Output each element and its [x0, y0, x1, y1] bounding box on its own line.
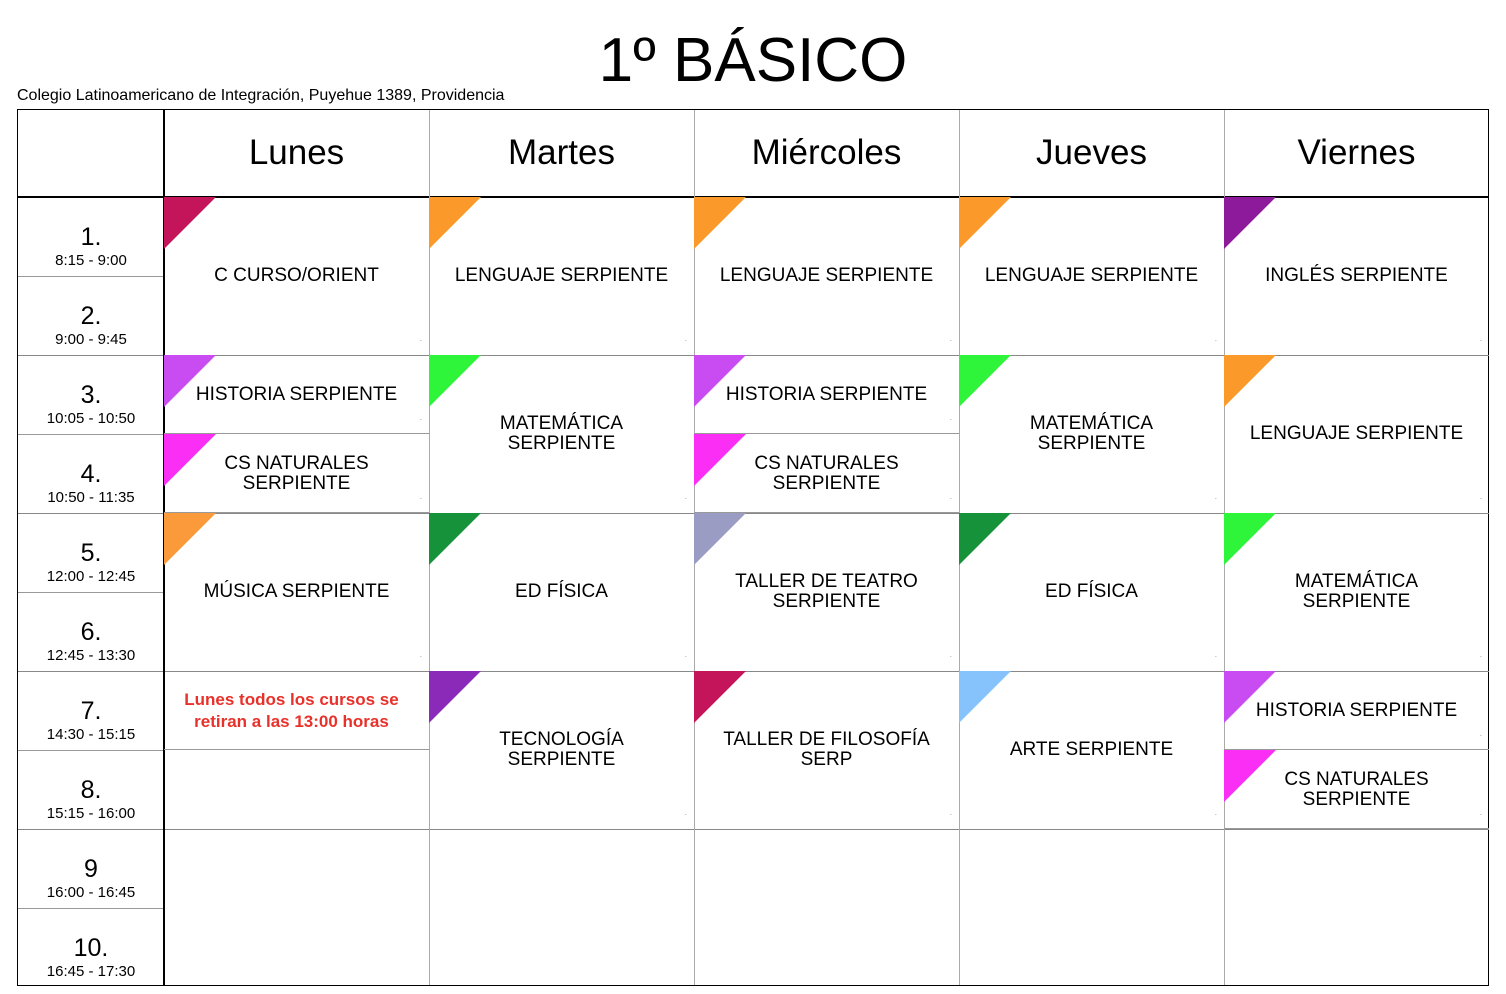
lesson-cell[interactable]: [429, 513, 694, 671]
cell-corner-mark: .: [949, 492, 952, 501]
lesson-label: MATEMÁTICA SERPIENTE: [499, 413, 624, 454]
subject-color-marker: [429, 197, 481, 249]
subject-color-marker: [1224, 197, 1276, 249]
period-number: 10.: [73, 934, 109, 962]
cell-corner-mark: .: [949, 413, 952, 422]
day-header-3: Miércoles: [751, 133, 902, 172]
lesson-cell[interactable]: [1224, 355, 1489, 513]
lesson-label: ED FÍSICA: [515, 581, 608, 602]
lesson-cell[interactable]: [694, 513, 959, 671]
lesson-label: CS NATURALES SERPIENTE: [754, 452, 899, 494]
day-header-1: Lunes: [248, 133, 345, 172]
period-time: 10:05 - 10:50: [46, 410, 136, 427]
cell-corner-mark: .: [949, 650, 952, 659]
cell-corner-mark: .: [1479, 334, 1482, 343]
lesson-label: LENGUAJE SERPIENTE: [719, 265, 934, 286]
period-label: [18, 197, 164, 276]
school-address: Colegio Latinoamericano de Integración, Puyehue 1389, Providencia: [17, 87, 505, 104]
period-time: 14:30 - 15:15: [46, 726, 136, 743]
subject-color-marker: [694, 355, 746, 407]
cell-corner-mark: .: [684, 650, 687, 659]
lesson-label: HISTORIA SERPIENTE: [1255, 699, 1458, 721]
subject-color-marker: [164, 197, 216, 249]
lesson-cell[interactable]: [164, 355, 429, 434]
period-divider: [18, 829, 1489, 830]
lesson-label: HISTORIA SERPIENTE: [725, 383, 928, 405]
period-number: 9: [84, 855, 98, 883]
subject-color-marker: [164, 434, 216, 486]
subject-color-marker: [1224, 513, 1276, 565]
cell-corner-mark: .: [419, 334, 422, 343]
cell-corner-mark: .: [1479, 492, 1482, 501]
subject-color-marker: [959, 197, 1011, 249]
period-label: [18, 592, 164, 671]
period-time: 12:45 - 13:30: [46, 647, 136, 664]
day-header-2: Martes: [508, 133, 615, 172]
cell-corner-mark: .: [1479, 729, 1482, 738]
lesson-label: CS NATURALES SERPIENTE: [224, 452, 369, 494]
subject-color-marker: [694, 671, 746, 723]
lesson-label: TALLER DE TEATRO SERPIENTE: [735, 571, 918, 612]
period-time: 15:15 - 16:00: [46, 805, 136, 822]
period-number: 2.: [80, 302, 102, 330]
page-title: 1º BÁSICO: [598, 26, 908, 95]
lesson-cell[interactable]: [1224, 671, 1489, 750]
subject-color-marker: [429, 671, 481, 723]
period-divider: [18, 592, 164, 593]
lesson-label: ED FÍSICA: [1045, 581, 1138, 602]
period-time: 16:00 - 16:45: [46, 884, 136, 901]
cell-corner-mark: .: [1479, 808, 1482, 817]
period-divider: [18, 750, 164, 751]
period-label: [18, 355, 164, 434]
cell-corner-mark: .: [949, 808, 952, 817]
period-number: 8.: [80, 776, 102, 804]
subject-color-marker: [694, 513, 746, 565]
period-number: 1.: [80, 223, 102, 251]
period-label: [18, 513, 164, 592]
period-label: [18, 908, 164, 987]
lesson-label: MÚSICA SERPIENTE: [203, 581, 390, 602]
lesson-label: LENGUAJE SERPIENTE: [984, 265, 1199, 286]
cell-corner-mark: .: [684, 492, 687, 501]
lesson-cell[interactable]: [694, 197, 959, 355]
subject-color-marker: [429, 513, 481, 565]
lesson-label: TECNOLOGÍA SERPIENTE: [499, 729, 624, 770]
period-divider: [18, 908, 164, 909]
cell-corner-mark: .: [1214, 334, 1217, 343]
timetable-grid: [17, 109, 1489, 986]
lesson-cell[interactable]: [959, 355, 1224, 513]
subject-color-marker: [1224, 750, 1276, 802]
lesson-label: LENGUAJE SERPIENTE: [1249, 423, 1464, 444]
period-number: 7.: [80, 697, 102, 725]
notice-text: Lunes todos los cursos se retiran a las 13:00 horas: [164, 671, 429, 750]
subject-color-marker: [694, 197, 746, 249]
lesson-cell[interactable]: [1224, 750, 1489, 829]
period-label: [18, 750, 164, 829]
period-number: 6.: [80, 618, 102, 646]
lesson-label: C CURSO/ORIENT: [214, 265, 379, 286]
lesson-label: INGLÉS SERPIENTE: [1265, 265, 1448, 286]
subject-color-marker: [959, 513, 1011, 565]
lesson-label: LENGUAJE SERPIENTE: [454, 265, 669, 286]
cell-corner-mark: .: [1214, 808, 1217, 817]
lesson-label: MATEMÁTICA SERPIENTE: [1294, 571, 1419, 612]
lesson-cell[interactable]: [164, 197, 429, 355]
subject-color-marker: [959, 355, 1011, 407]
cell-corner-mark: .: [1214, 650, 1217, 659]
lesson-cell[interactable]: [1224, 513, 1489, 671]
cell-corner-mark: .: [419, 413, 422, 422]
period-number: 5.: [80, 539, 102, 567]
period-time: 9:00 - 9:45: [55, 331, 127, 348]
cell-corner-mark: .: [949, 334, 952, 343]
lesson-cell[interactable]: [694, 671, 959, 829]
period-time: 12:00 - 12:45: [46, 568, 136, 585]
day-header-4: Jueves: [1036, 133, 1147, 172]
cell-corner-mark: .: [1214, 492, 1217, 501]
subject-color-marker: [164, 513, 216, 565]
lesson-cell[interactable]: [429, 355, 694, 513]
cell-corner-mark: .: [1479, 650, 1482, 659]
lesson-label: MATEMÁTICA SERPIENTE: [1029, 413, 1154, 454]
period-label: [18, 434, 164, 513]
period-label: [18, 671, 164, 750]
period-label: [18, 276, 164, 355]
period-label: [18, 829, 164, 908]
subject-color-marker: [959, 671, 1011, 723]
cell-corner-mark: .: [684, 808, 687, 817]
subject-color-marker: [1224, 355, 1276, 407]
lesson-cell[interactable]: [694, 434, 959, 513]
cell-corner-mark: .: [419, 492, 422, 501]
period-time: 10:50 - 11:35: [47, 489, 135, 506]
period-number: 4.: [80, 460, 102, 488]
lesson-cell[interactable]: [959, 513, 1224, 671]
period-time: 16:45 - 17:30: [46, 963, 136, 980]
cell-corner-mark: .: [419, 650, 422, 659]
lesson-label: TALLER DE FILOSOFÍA SERP: [723, 729, 930, 770]
period-number: 3.: [80, 381, 102, 409]
lesson-label: CS NATURALES SERPIENTE: [1284, 768, 1429, 810]
subject-color-marker: [164, 355, 216, 407]
lesson-divider: [1224, 828, 1489, 829]
subject-color-marker: [694, 434, 746, 486]
lesson-cell[interactable]: [429, 197, 694, 355]
lesson-label: HISTORIA SERPIENTE: [195, 383, 398, 405]
cell-corner-mark: .: [684, 334, 687, 343]
lesson-cell[interactable]: [959, 671, 1224, 829]
day-header-5: Viernes: [1297, 133, 1416, 172]
lesson-cell[interactable]: [429, 671, 694, 829]
lesson-cell[interactable]: [164, 434, 429, 513]
subject-color-marker: [429, 355, 481, 407]
lesson-cell[interactable]: [1224, 197, 1489, 355]
lesson-cell[interactable]: [694, 355, 959, 434]
lesson-label: ARTE SERPIENTE: [1009, 739, 1174, 760]
subject-color-marker: [1224, 671, 1276, 723]
lesson-cell[interactable]: [164, 513, 429, 671]
notice-divider: [164, 749, 429, 750]
period-time: 8:15 - 9:00: [55, 252, 127, 269]
period-divider: [18, 434, 164, 435]
period-divider: [18, 276, 164, 277]
lesson-cell[interactable]: [959, 197, 1224, 355]
